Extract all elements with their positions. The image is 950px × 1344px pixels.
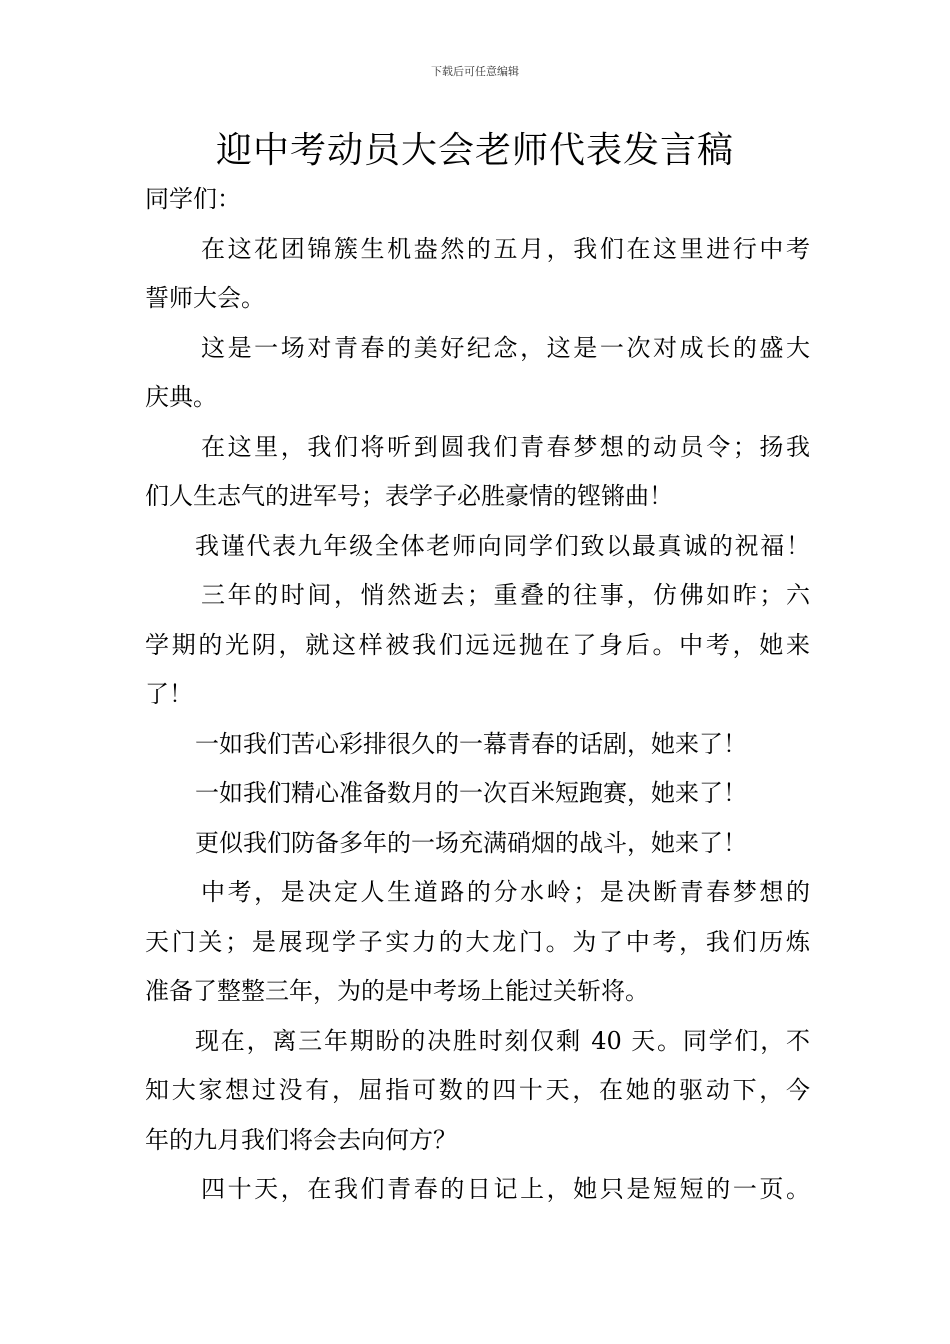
body-line: 在这花团锦簇生机盎然的五月，我们在这里进行中考: [201, 234, 810, 263]
body-line: 庆典。: [145, 383, 217, 411]
body-line: 学期的光阴，就这样被我们远远抛在了身后。中考，她来: [145, 630, 810, 659]
body-line: 了！: [145, 680, 193, 708]
body-line: 准备了整整三年，为的是中考场上能过关斩将。: [145, 977, 649, 1005]
body-line: 三年的时间，悄然逝去；重叠的往事，仿佛如昨；六: [201, 581, 810, 609]
body-line: 我谨代表九年级全体老师向同学们致以最真诚的祝福！: [195, 531, 810, 560]
header-note: 下载后可任意编辑: [431, 65, 519, 78]
body-line: 天门关；是展现学子实力的大龙门。为了中考，我们历炼: [145, 927, 810, 956]
body-line: 四十天，在我们青春的日记上，她只是短短的一页。: [201, 1175, 810, 1203]
body-line: 更似我们防备多年的一场充满硝烟的战斗，她来了！: [195, 828, 747, 857]
body-line: 一如我们苦心彩排很久的一幕青春的话剧，她来了！: [195, 729, 747, 758]
body-line: 年的九月我们将会去向何方？: [145, 1125, 457, 1154]
document-body: [145, 175, 810, 1215]
body-line: 誓师大会。: [145, 284, 265, 312]
body-line: 中考，是决定人生道路的分水岭；是决断青春梦想的: [201, 878, 810, 906]
document-title: 迎中考动员大会老师代表发言稿: [215, 130, 734, 171]
body-line: 们人生志气的进军号；表学子必胜豪情的铿锵曲！: [145, 482, 673, 510]
body-line: 现在，离三年期盼的决胜时刻仅剩 40 天。同学们，不: [195, 1026, 810, 1055]
body-line: 知大家想过没有，屈指可数的四十天，在她的驱动下，今: [145, 1076, 810, 1104]
body-line: 这是一场对青春的美好纪念，这是一次对成长的盛大: [201, 333, 810, 362]
body-line: 在这里，我们将听到圆我们青春梦想的动员令；扬我: [201, 432, 810, 461]
body-line: 同学们：: [145, 185, 241, 213]
body-line: 一如我们精心准备数月的一次百米短跑赛，她来了！: [195, 779, 747, 807]
